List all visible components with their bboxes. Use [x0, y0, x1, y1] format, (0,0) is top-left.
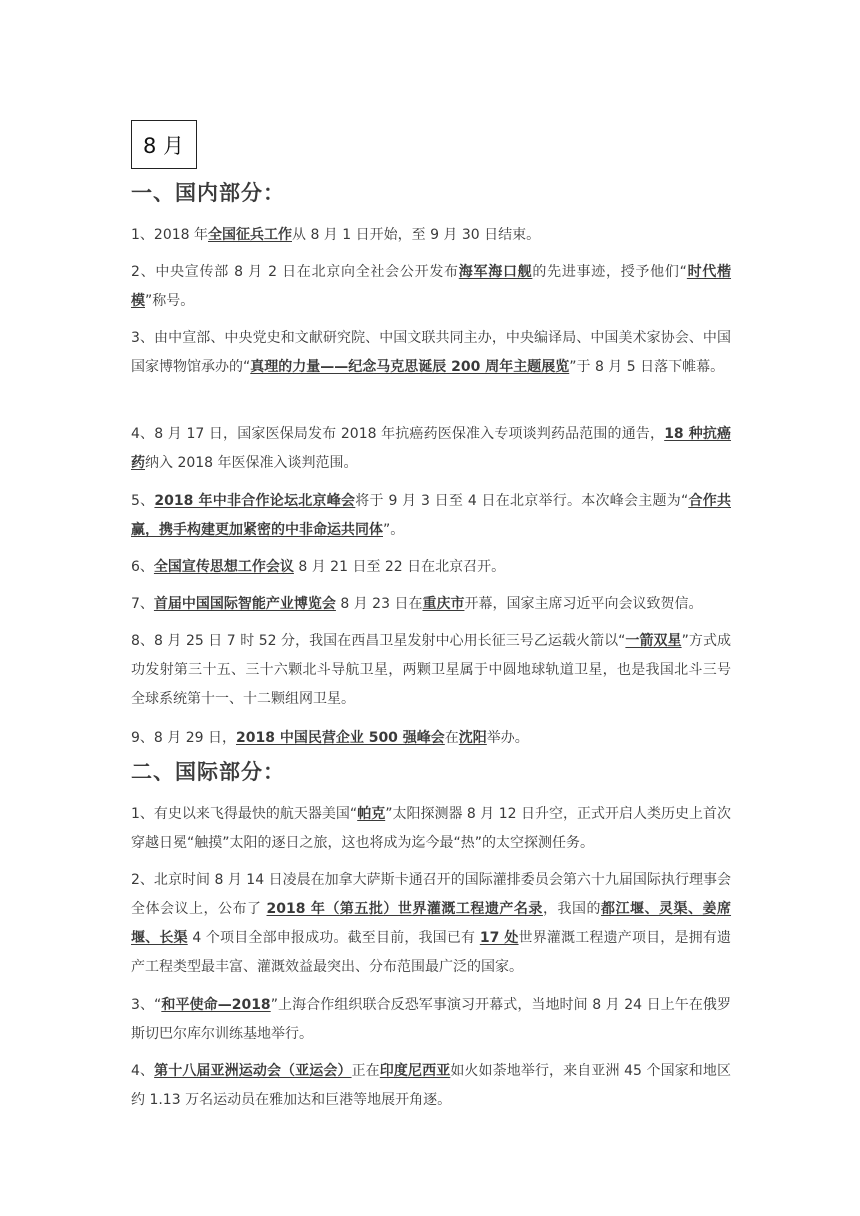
keyword: 全国宣传思想工作会议 [153, 559, 294, 575]
keyword: 都江堰、灵渠、姜席堰、长渠 [131, 901, 732, 946]
keyword: 首届中国国际智能产业博览会 [153, 596, 336, 612]
domestic-item-9: 9、8 月 29 日，2018 中国民营企业 500 强峰会在沈阳举办。 [131, 730, 529, 746]
international-item-2: 2、北京时间 8 月 14 日凌晨在加拿大萨斯卡通召开的国际灌排委员会第六十九届国际执行理事会全体会议上，公布了 2018 年（第五批）世界灌溉工程遗产名录，我国的都江堰、灵渠、姜席堰、长渠 4 个项目全部申报成功。截至目前，我国已有 17 处世界灌溉工程遗产项目，是拥有遗产工程类型最丰富、灌溉效益最突出、分布范围最广泛的国家。 [131, 872, 732, 975]
international-item-4: 4、第十八届亚洲运动会（亚运会）正在印度尼西亚如火如荼地举行，来自亚洲 45 个国家和地区约 1.13 万名运动员在雅加达和巨港等地展开角逐。 [131, 1063, 732, 1108]
month-label-box [131, 120, 197, 169]
international-item-1: 1、有史以来飞得最快的航天器美国“帕克”太阳探测器 8 月 12 日升空，正式开启人类历史上首次穿越日冕“触摸”太阳的逐日之旅，这也将成为迄今最“热”的太空探测任务。 [131, 806, 732, 851]
keyword: 海军海口舰 [458, 264, 533, 280]
keyword: 一箭双星 [625, 633, 682, 649]
international-heading: 二、国际部分： [131, 760, 285, 784]
domestic-item-5: 5、2018 年中非合作论坛北京峰会将于 9 月 3 日至 4 日在北京举行。本次峰会主题为“合作共赢，携手构建更加紧密的中非命运共同体”。 [131, 493, 731, 538]
keyword: 和平使命—2018 [161, 997, 271, 1013]
month-label: 8 月 [143, 134, 185, 158]
domestic-item-2: 2、中央宣传部 8 月 2 日在北京向全社会公开发布海军海口舰的先进事迹，授予他们“时代楷模”称号。 [131, 264, 732, 309]
domestic-item-1: 1、2018 年全国征兵工作从 8 月 1 日开始，至 9 月 30 日结束。 [131, 227, 541, 243]
keyword: 合作共赢，携手构建更加紧密的中非命运共同体 [131, 493, 731, 538]
domestic-item-6: 6、全国宣传思想工作会议 8 月 21 日至 22 日在北京召开。 [131, 559, 506, 575]
keyword: 第十八届亚洲运动会（亚运会） [154, 1063, 352, 1079]
keyword: 18 种抗癌药 [131, 426, 732, 471]
keyword: 全国征兵工作 [208, 227, 292, 243]
keyword: 印度尼西亚 [379, 1063, 451, 1079]
keyword: 17 处 [479, 930, 519, 946]
domestic-item-7: 7、首届中国国际智能产业博览会 8 月 23 日在重庆市开幕，国家主席习近平向会议致贺信。 [131, 596, 703, 612]
domestic-item-8: 8、8 月 25 日 7 时 52 分，我国在西昌卫星发射中心用长征三号乙运载火箭以“一箭双星”方式成功发射第三十五、三十六颗北斗导航卫星，两颗卫星属于中圆地球轨道卫星，也是我国北斗三号全球系统第十一、十二颗组网卫星。 [131, 633, 731, 707]
keyword: 帕克 [357, 806, 386, 822]
keyword: 2018 年（第五批）世界灌溉工程遗产名录 [266, 901, 543, 917]
domestic-item-3: 3、由中宣部、中央党史和文献研究院、中国文联共同主办，中央编译局、中国美术家协会、中国国家博物馆承办的“真理的力量——纪念马克思诞辰 200 周年主题展览”于 8 月 5 日落下帷幕。 [131, 330, 731, 375]
keyword: 重庆市 [422, 596, 465, 612]
domestic-item-4: 4、8 月 17 日，国家医保局发布 2018 年抗癌药医保准入专项谈判药品范围的通告，18 种抗癌药纳入 2018 年医保准入谈判范围。 [131, 426, 732, 471]
domestic-heading: 一、国内部分： [131, 181, 285, 205]
keyword: 真理的力量——纪念马克思诞辰 200 周年主题展览 [250, 359, 570, 375]
keyword: 时代楷模 [131, 264, 732, 309]
keyword: 沈阳 [458, 730, 487, 746]
international-item-3: 3、“和平使命—2018”上海合作组织联合反恐军事演习开幕式，当地时间 8 月 24 日上午在俄罗斯切巴尔库尔训练基地举行。 [131, 997, 732, 1042]
keyword: 2018 中国民营企业 500 强峰会 [235, 730, 445, 746]
keyword: 2018 年中非合作论坛北京峰会 [154, 493, 356, 509]
